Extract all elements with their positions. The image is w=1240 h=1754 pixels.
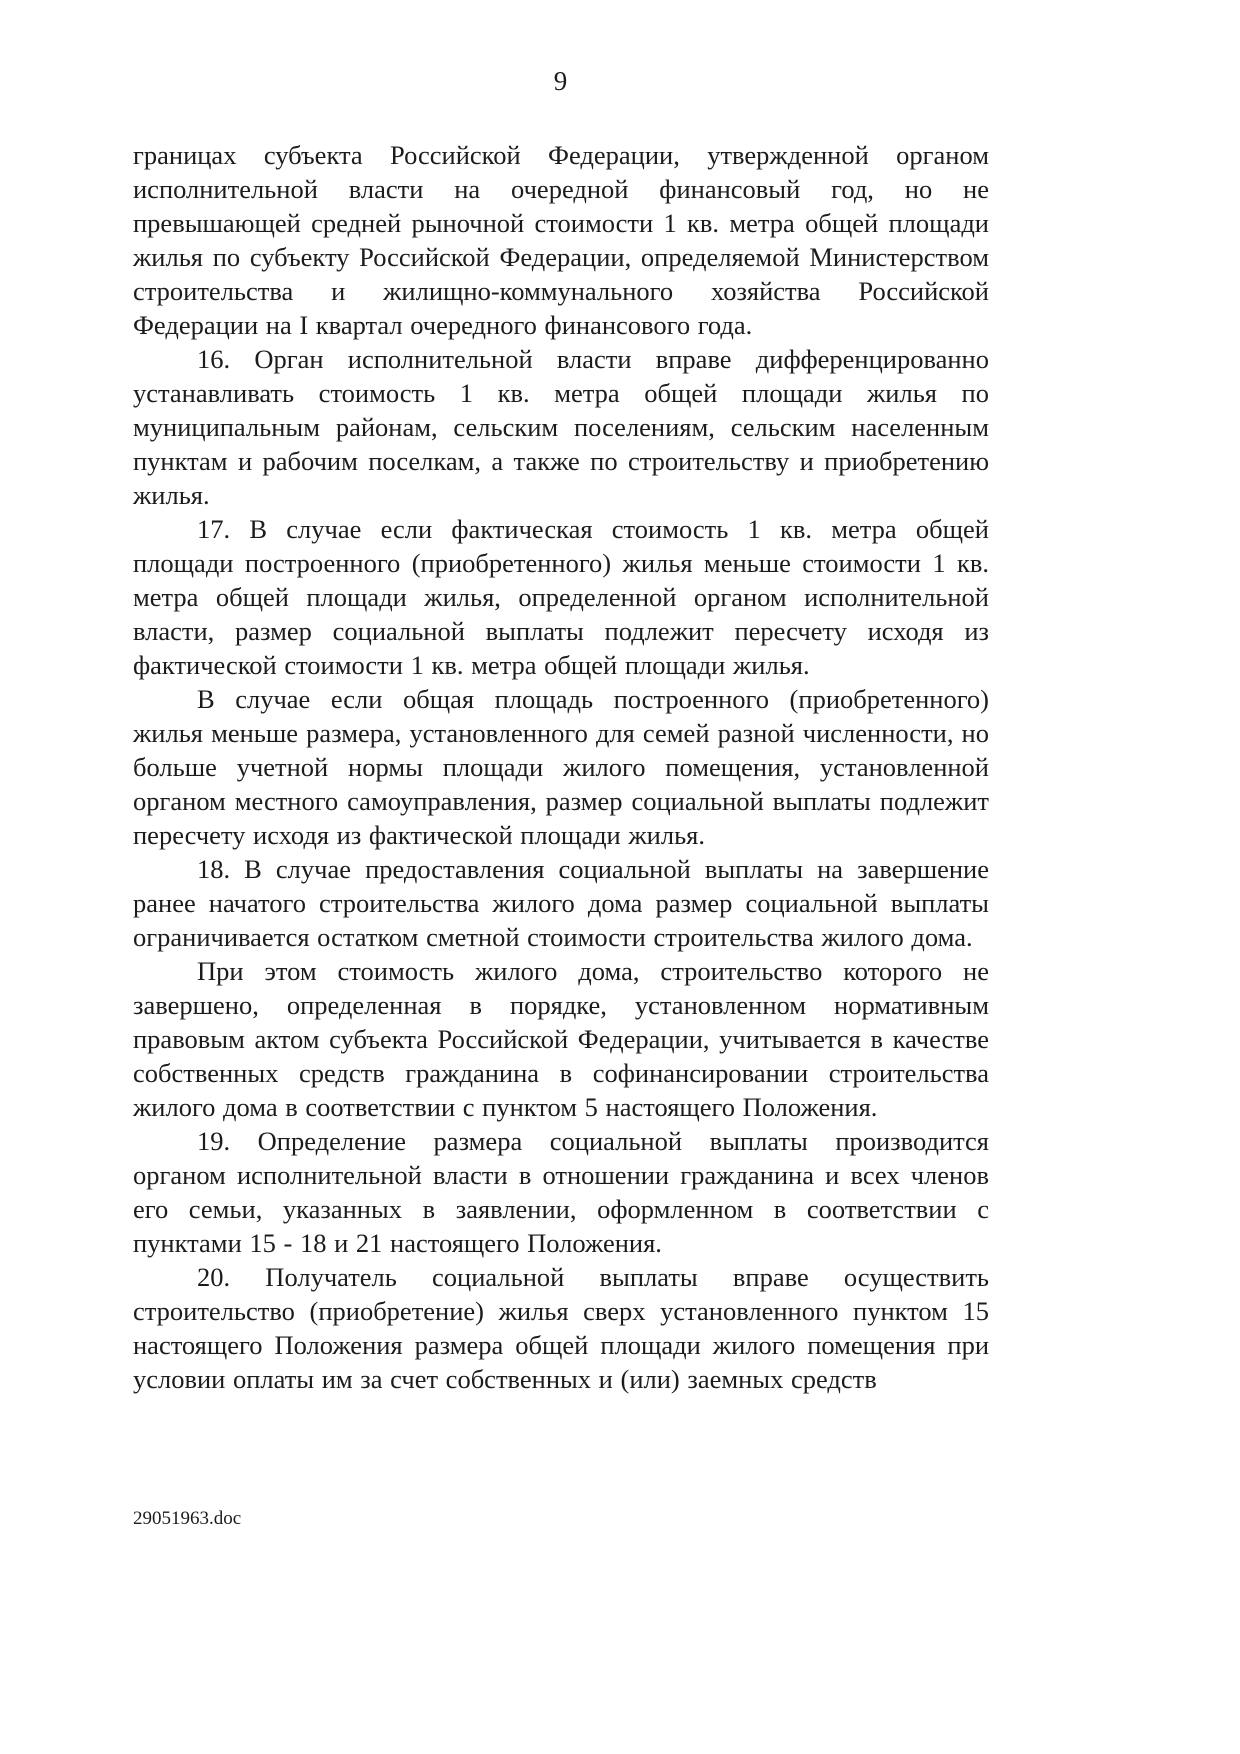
paragraph: 17. В случае если фактическая стоимость 1 кв. метра общей площади построенного (приобретенного) жилья меньше стоимости 1 кв. метра общей площади жилья, определенной органом исполнительной власти, размер социальной выплаты подлежит пересчету исходя из фактической стоимости 1 кв. метра общей площади жилья. [133,514,989,680]
paragraph: 16. Орган исполнительной власти вправе дифференцированно устанавливать стоимость 1 кв. метра общей площади жилья по муниципальным районам, сельским поселениям, сельским населенным пунктам и рабочим поселкам, а также по строительству и приобретению жилья. [133,344,989,510]
paragraph: 18. В случае предоставления социальной выплаты на завершение ранее начатого строительства жилого дома размер социальной выплаты ограничивается остатком сметной стоимости строительства жилого дома. [133,854,989,952]
paragraph: При этом стоимость жилого дома, строительство которого не завершено, определенная в порядке, установленном нормативным правовым актом субъекта Российской Федерации, учитывается в качестве собственных средств гражданина в софинансировании строительства жилого дома в соответствии с пунктом 5 настоящего Положения. [133,956,989,1122]
document-body [133,138,989,1396]
paragraph: В случае если общая площадь построенного (приобретенного) жилья меньше размера, установленного для семей разной численности, но больше учетной нормы площади жилого помещения, установленной органом местного самоуправления, размер социальной выплаты подлежит пересчету исходя из фактической площади жилья. [133,684,989,850]
footer-filename: 29051963.doc [133,1508,242,1529]
paragraph: границах субъекта Российской Федерации, утвержденной органом исполнительной власти на очередной финансовый год, но не превышающей средней рыночной стоимости 1 кв. метра общей площади жилья по субъекту Российской Федерации, определяемой Министерством строительства и жилищно-коммунального хозяйства Российской Федерации на I квартал очередного финансового года. [133,140,989,340]
paragraph: 19. Определение размера социальной выплаты производится органом исполнительной власти в отношении гражданина и всех членов его семьи, указанных в заявлении, оформленном в соответствии с пунктами 15 - 18 и 21 настоящего Положения. [133,1126,989,1258]
page-number: 9 [553,66,568,96]
paragraph: 20. Получатель социальной выплаты вправе осуществить строительство (приобретение) жилья сверх установленного пунктом 15 настоящего Положения размера общей площади жилого помещения при условии оплаты им за счет собственных и (или) заемных средств [133,1262,989,1394]
